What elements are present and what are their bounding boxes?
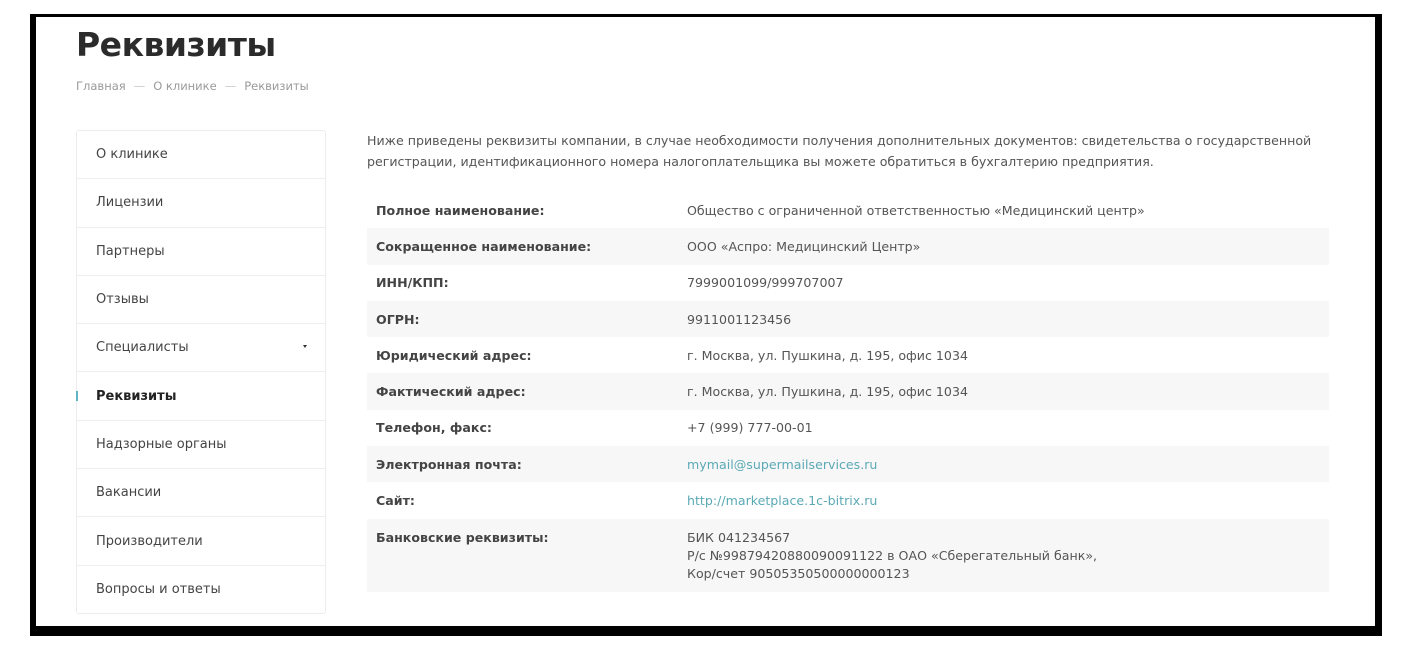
table-row [367,373,1329,409]
row-key: ОГРН: [367,301,677,337]
page [36,17,1375,626]
sidebar-item-label: Надзорные органы [96,436,227,452]
row-key: Телефон, факс: [376,420,492,436]
row-key: ИНН/КПП: [376,275,449,291]
row-value: ООО «Аспро: Медицинский Центр» [677,228,1329,264]
breadcrumb [76,79,309,93]
table-row [367,519,1329,592]
row-value [677,482,1329,518]
breadcrumb-home[interactable]: Главная [76,79,126,93]
breadcrumb-about[interactable]: О клинике [153,79,217,93]
sidebar-item-supervisory[interactable] [77,421,325,469]
row-key: Банковские реквизиты: [367,519,677,592]
breadcrumb-separator: — [133,79,146,93]
row-value: г. Москва, ул. Пушкина, д. 195, офис 1034 [687,347,968,363]
bank-corr-account: Кор/счет 90505350500000000123 [687,565,910,581]
row-value: г. Москва, ул. Пушкина, д. 195, офис 1034 [677,373,1329,409]
intro-text: Ниже приведены реквизиты компании, в случае необходимости получения дополнительных документов: свидетельства о государственной регистрации, идентификационного номера налогоплательщика вы можете обратиться в бухгалтерию предприятия. [367,133,1312,169]
email-link[interactable]: mymail@supermailservices.ru [687,456,878,472]
sidebar-item-label: Лицензии [96,195,164,211]
sidebar-item-label: Отзывы [96,292,149,308]
sidebar-item-reviews[interactable] [77,276,325,324]
sidebar-item-licenses[interactable] [77,179,325,227]
sidebar-menu [76,130,326,614]
row-key: Электронная почта: [367,446,677,482]
sidebar-item-label: Специалисты [96,340,189,356]
sidebar-item-vacancies[interactable] [77,469,325,517]
active-indicator [76,391,78,401]
sidebar-item-label: Реквизиты [96,388,177,404]
row-value: Общество с ограниченной ответственностью «Медицинский центр» [687,202,1145,218]
row-value [677,446,1329,482]
table-row [367,265,1329,301]
table-row [367,482,1329,518]
website-link[interactable]: http://marketplace.1c-bitrix.ru [687,493,878,509]
table-row [367,410,1329,446]
sidebar-item-label: Вакансии [96,485,162,501]
sidebar-item-partners[interactable] [77,228,325,276]
row-value: 9911001123456 [677,301,1329,337]
bank-account: Р/с №99879420880090091122 в ОАО «Сберегательный банк», [687,547,1098,563]
bank-bik: БИК 041234567 [687,529,791,545]
row-key: Юридический адрес: [376,347,532,363]
row-key: Фактический адрес: [367,373,677,409]
sidebar-item-faq[interactable] [77,566,325,614]
row-value: 7999001099/999707007 [687,275,844,291]
row-key: Сокращенное наименование: [367,228,677,264]
sidebar-item-label: Партнеры [96,243,165,259]
page-title: Реквизиты [76,25,276,64]
breadcrumb-separator: — [224,79,237,93]
sidebar-item-specialists[interactable] [77,324,325,372]
requisites-table [367,192,1329,592]
table-row [367,446,1329,482]
table-row [367,192,1329,228]
breadcrumb-current: Реквизиты [244,79,309,93]
row-key: Сайт: [376,493,415,509]
row-value: +7 (999) 777-00-01 [687,420,813,436]
caret-down-icon[interactable] [303,345,307,348]
table-row [367,301,1329,337]
sidebar-item-label: О клинике [96,147,168,163]
row-key: Полное наименование: [376,202,545,218]
sidebar-item-manufacturers[interactable] [77,517,325,565]
sidebar-item-requisites[interactable] [77,372,325,420]
sidebar-item-label: Производители [96,533,203,549]
row-value [677,519,1329,592]
sidebar-item-about[interactable] [77,131,325,179]
table-row [367,228,1329,264]
table-row [367,337,1329,373]
sidebar-item-label: Вопросы и ответы [96,582,221,598]
